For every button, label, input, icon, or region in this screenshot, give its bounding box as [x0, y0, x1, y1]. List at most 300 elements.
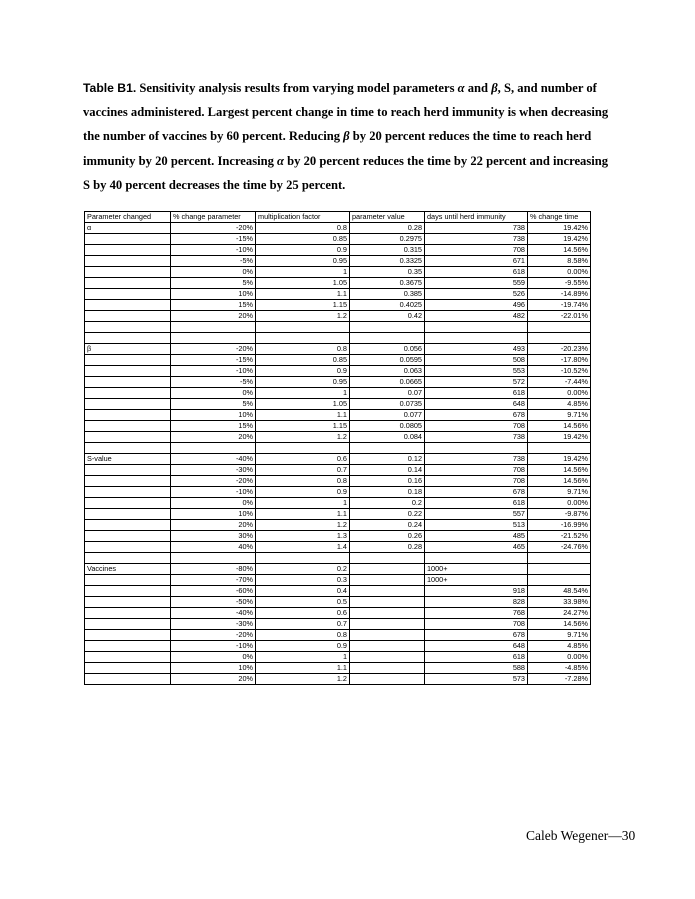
table-cell: 618	[425, 387, 528, 398]
table-row	[85, 267, 591, 278]
table-cell: 0.14	[350, 464, 425, 475]
table-cell: 0.07	[350, 387, 425, 398]
alpha-symbol-2: α	[277, 153, 285, 168]
parameter-cell	[85, 409, 171, 420]
table-cell: 738	[425, 223, 528, 234]
table-row	[85, 651, 591, 662]
table-row	[85, 519, 591, 530]
table-cell: 20%	[171, 431, 256, 442]
table-cell: 4.85%	[528, 640, 591, 651]
table-cell	[350, 673, 425, 684]
table-row	[85, 629, 591, 640]
table-cell: 14.56%	[528, 475, 591, 486]
table-cell: 0.28	[350, 541, 425, 552]
table-row	[85, 662, 591, 673]
column-header: multiplication factor	[256, 212, 350, 223]
table-row	[85, 431, 591, 442]
table-cell: 14.56%	[528, 464, 591, 475]
table-cell: 496	[425, 300, 528, 311]
table-row	[85, 256, 591, 267]
table-row	[85, 223, 591, 234]
table-cell: 0%	[171, 651, 256, 662]
table-cell: 0.077	[350, 409, 425, 420]
table-cell: 0.084	[350, 431, 425, 442]
table-cell: 572	[425, 376, 528, 387]
parameter-cell	[85, 596, 171, 607]
table-cell: 0.315	[350, 245, 425, 256]
table-cell	[425, 552, 528, 563]
parameter-cell	[85, 662, 171, 673]
table-cell: 618	[425, 267, 528, 278]
table-cell: 9.71%	[528, 486, 591, 497]
table-row	[85, 453, 591, 464]
table-cell: 553	[425, 365, 528, 376]
table-cell: -10.52%	[528, 365, 591, 376]
parameter-cell	[85, 530, 171, 541]
parameter-cell	[85, 651, 171, 662]
table-cell: 0.22	[350, 508, 425, 519]
table-cell: 9.71%	[528, 409, 591, 420]
table-cell	[528, 442, 591, 453]
parameter-cell	[85, 376, 171, 387]
table-cell: 678	[425, 629, 528, 640]
table-cell	[350, 596, 425, 607]
table-cell: 0.00%	[528, 387, 591, 398]
beta-symbol-2: β	[343, 129, 350, 144]
table-cell: 0.7	[256, 618, 350, 629]
parameter-cell	[85, 278, 171, 289]
parameter-cell	[85, 475, 171, 486]
caption-text-4: by 20 percent reduces the time by 22 percent and increasing S by 40 percent decreases the time by 25 percent.	[83, 153, 609, 192]
table-header-row	[85, 212, 591, 223]
table-cell: 0%	[171, 387, 256, 398]
table-cell: 573	[425, 673, 528, 684]
parameter-cell	[85, 431, 171, 442]
table-cell: 0.2975	[350, 234, 425, 245]
caption-and: and	[464, 81, 492, 95]
table-cell: 678	[425, 409, 528, 420]
table-cell: 1.2	[256, 431, 350, 442]
parameter-cell	[85, 574, 171, 585]
table-cell: -24.76%	[528, 541, 591, 552]
table-cell	[528, 574, 591, 585]
table-cell: 1.1	[256, 662, 350, 673]
table-row	[85, 530, 591, 541]
table-cell: 10%	[171, 409, 256, 420]
table-cell: 557	[425, 508, 528, 519]
table-cell: -21.52%	[528, 530, 591, 541]
table-row	[85, 311, 591, 322]
table-cell: 24.27%	[528, 607, 591, 618]
parameter-cell	[85, 311, 171, 322]
table-cell: 0.8	[256, 343, 350, 354]
table-cell: -14.89%	[528, 289, 591, 300]
table-cell	[350, 552, 425, 563]
table-cell: 15%	[171, 420, 256, 431]
table-cell: 465	[425, 541, 528, 552]
table-row	[85, 607, 591, 618]
table-cell: -10%	[171, 245, 256, 256]
table-cell: 0.6	[256, 453, 350, 464]
table-cell: 19.42%	[528, 431, 591, 442]
column-header: days until herd immunity	[425, 212, 528, 223]
table-row	[85, 409, 591, 420]
parameter-cell	[85, 552, 171, 563]
table-cell	[171, 442, 256, 453]
table-cell: 0%	[171, 497, 256, 508]
table-cell: 0.28	[350, 223, 425, 234]
table-cell: -20%	[171, 475, 256, 486]
table-cell: 14.56%	[528, 420, 591, 431]
table-cell: -20%	[171, 343, 256, 354]
table-cell	[425, 332, 528, 343]
parameter-cell: Vaccines	[85, 563, 171, 574]
table-cell	[350, 629, 425, 640]
table-cell: 1.15	[256, 420, 350, 431]
table-row	[85, 322, 591, 333]
table-cell: 768	[425, 607, 528, 618]
table-cell: 738	[425, 453, 528, 464]
caption-label: Table B1.	[83, 81, 137, 95]
table-cell: 20%	[171, 673, 256, 684]
table-cell: -30%	[171, 464, 256, 475]
parameter-cell	[85, 289, 171, 300]
table-cell: 678	[425, 486, 528, 497]
table-cell	[350, 662, 425, 673]
table-cell: 0.2	[350, 497, 425, 508]
table-cell: -9.55%	[528, 278, 591, 289]
parameter-cell	[85, 585, 171, 596]
table-cell: -70%	[171, 574, 256, 585]
table-row	[85, 574, 591, 585]
table-cell: 918	[425, 585, 528, 596]
table-cell: 0.0805	[350, 420, 425, 431]
table-row	[85, 278, 591, 289]
table-cell: 513	[425, 519, 528, 530]
table-row	[85, 618, 591, 629]
table-cell: -50%	[171, 596, 256, 607]
table-cell	[350, 332, 425, 343]
table-cell: 10%	[171, 662, 256, 673]
table-cell: 828	[425, 596, 528, 607]
table-row	[85, 673, 591, 684]
table-cell: -30%	[171, 618, 256, 629]
table-cell: 482	[425, 311, 528, 322]
caption-text-3: by 20 percent reduces the time to reach herd immunity by 20 percent. Increasing	[83, 129, 592, 168]
table-cell: 1.1	[256, 409, 350, 420]
parameter-cell	[85, 300, 171, 311]
table-cell: 508	[425, 354, 528, 365]
table-cell: 20%	[171, 311, 256, 322]
table-cell: 1000+	[425, 563, 528, 574]
parameter-cell	[85, 442, 171, 453]
table-row	[85, 289, 591, 300]
table-cell	[256, 332, 350, 343]
table-cell: 526	[425, 289, 528, 300]
table-cell: 1.05	[256, 398, 350, 409]
table-row	[85, 398, 591, 409]
table-cell: 0.8	[256, 475, 350, 486]
table-cell: 485	[425, 530, 528, 541]
table-row	[85, 475, 591, 486]
parameter-cell: β	[85, 343, 171, 354]
table-cell	[350, 442, 425, 453]
table-cell: 0.12	[350, 453, 425, 464]
parameter-cell	[85, 267, 171, 278]
table-caption	[83, 76, 613, 197]
table-cell: -60%	[171, 585, 256, 596]
table-cell: 0.95	[256, 256, 350, 267]
table-cell: 1.2	[256, 311, 350, 322]
table-cell	[171, 322, 256, 333]
table-cell: 0.16	[350, 475, 425, 486]
parameter-cell	[85, 234, 171, 245]
parameter-cell	[85, 365, 171, 376]
table-cell	[425, 442, 528, 453]
table-cell: -7.28%	[528, 673, 591, 684]
table-cell: 4.85%	[528, 398, 591, 409]
table-cell: 5%	[171, 278, 256, 289]
table-cell: 0.9	[256, 640, 350, 651]
table-cell: 0.4025	[350, 300, 425, 311]
table-cell: 0.8	[256, 223, 350, 234]
table-cell: -5%	[171, 376, 256, 387]
table-cell: 1	[256, 267, 350, 278]
table-cell: 0.42	[350, 311, 425, 322]
parameter-cell	[85, 640, 171, 651]
table-cell	[528, 563, 591, 574]
table-body	[85, 223, 591, 685]
parameter-cell: S-value	[85, 453, 171, 464]
table-cell: 738	[425, 431, 528, 442]
table-cell: 0.26	[350, 530, 425, 541]
table-cell: 14.56%	[528, 245, 591, 256]
table-cell: 0.95	[256, 376, 350, 387]
table-cell: -19.74%	[528, 300, 591, 311]
table-cell: 648	[425, 640, 528, 651]
table-cell: 0.9	[256, 245, 350, 256]
parameter-cell	[85, 629, 171, 640]
table-cell: 1.05	[256, 278, 350, 289]
table-cell: 708	[425, 618, 528, 629]
table-cell: 0.056	[350, 343, 425, 354]
table-cell: 20%	[171, 519, 256, 530]
table-cell	[528, 322, 591, 333]
table-cell	[350, 651, 425, 662]
table-cell	[528, 332, 591, 343]
table-cell: -40%	[171, 453, 256, 464]
parameter-cell	[85, 497, 171, 508]
table-row	[85, 354, 591, 365]
table-cell: 0.2	[256, 563, 350, 574]
table-cell: 618	[425, 497, 528, 508]
table-cell: 1.2	[256, 519, 350, 530]
table-cell: 1.15	[256, 300, 350, 311]
table-cell: 19.42%	[528, 223, 591, 234]
table-cell: 0.4	[256, 585, 350, 596]
table-cell: 1000+	[425, 574, 528, 585]
parameter-cell	[85, 398, 171, 409]
parameter-cell	[85, 354, 171, 365]
table-cell: 493	[425, 343, 528, 354]
alpha-symbol: α	[457, 81, 465, 95]
table-cell: 0.3675	[350, 278, 425, 289]
table-cell: 1.4	[256, 541, 350, 552]
table-cell	[256, 322, 350, 333]
table-cell: 0.6	[256, 607, 350, 618]
table-cell: -10%	[171, 365, 256, 376]
table-cell: 0.5	[256, 596, 350, 607]
table-cell: 0.85	[256, 234, 350, 245]
table-row	[85, 486, 591, 497]
table-cell: 0.0665	[350, 376, 425, 387]
parameter-cell	[85, 607, 171, 618]
table-row	[85, 585, 591, 596]
parameter-cell	[85, 256, 171, 267]
table-cell	[256, 552, 350, 563]
table-row	[85, 508, 591, 519]
table-cell: 0.00%	[528, 267, 591, 278]
table-cell	[528, 552, 591, 563]
table-row	[85, 596, 591, 607]
table-row	[85, 343, 591, 354]
table-cell: 0.00%	[528, 651, 591, 662]
table-cell	[425, 322, 528, 333]
table-cell: 9.71%	[528, 629, 591, 640]
table-cell: 0.00%	[528, 497, 591, 508]
table-cell	[350, 585, 425, 596]
parameter-cell	[85, 322, 171, 333]
table-cell: 708	[425, 464, 528, 475]
table-cell: -15%	[171, 354, 256, 365]
table-row	[85, 300, 591, 311]
table-cell: -5%	[171, 256, 256, 267]
table-cell: 0.9	[256, 486, 350, 497]
table-cell: 0.3325	[350, 256, 425, 267]
table-row	[85, 365, 591, 376]
table-row	[85, 552, 591, 563]
table-cell	[350, 574, 425, 585]
parameter-cell	[85, 618, 171, 629]
table-cell: 1.1	[256, 289, 350, 300]
table-cell	[171, 552, 256, 563]
table-cell	[350, 322, 425, 333]
parameter-cell	[85, 508, 171, 519]
table-row	[85, 376, 591, 387]
table-cell: 0.385	[350, 289, 425, 300]
table-cell: -17.80%	[528, 354, 591, 365]
table-row	[85, 464, 591, 475]
table-row	[85, 332, 591, 343]
table-cell: 0.0595	[350, 354, 425, 365]
table-row	[85, 640, 591, 651]
table-cell: 1.2	[256, 673, 350, 684]
table-cell: 14.56%	[528, 618, 591, 629]
table-cell: 19.42%	[528, 234, 591, 245]
table-cell: 0.3	[256, 574, 350, 585]
table-row	[85, 420, 591, 431]
table-cell	[256, 442, 350, 453]
table-row	[85, 497, 591, 508]
table-cell: 0.85	[256, 354, 350, 365]
caption-text-1: Sensitivity analysis results from varying model parameters	[136, 81, 458, 95]
table-cell: -22.01%	[528, 311, 591, 322]
table-cell: 708	[425, 245, 528, 256]
table-cell	[350, 618, 425, 629]
table-cell	[350, 607, 425, 618]
table-cell: 8.58%	[528, 256, 591, 267]
table-cell: 0.8	[256, 629, 350, 640]
table-cell: 0.24	[350, 519, 425, 530]
table-row	[85, 541, 591, 552]
table-cell: -10%	[171, 640, 256, 651]
parameter-cell	[85, 486, 171, 497]
table-cell: 1	[256, 651, 350, 662]
table-cell: 0.0735	[350, 398, 425, 409]
table-cell: -40%	[171, 607, 256, 618]
table-cell: 671	[425, 256, 528, 267]
table-cell: 0.18	[350, 486, 425, 497]
table-cell: 0.7	[256, 464, 350, 475]
table-cell: -80%	[171, 563, 256, 574]
table-cell: 648	[425, 398, 528, 409]
table-cell: 10%	[171, 289, 256, 300]
table-cell	[171, 332, 256, 343]
column-header: % change time	[528, 212, 591, 223]
table-cell: 708	[425, 475, 528, 486]
table-cell: 15%	[171, 300, 256, 311]
table-row	[85, 387, 591, 398]
table-cell: 10%	[171, 508, 256, 519]
column-header: Parameter changed	[85, 212, 171, 223]
table-cell: 33.98%	[528, 596, 591, 607]
table-cell: 1	[256, 387, 350, 398]
sensitivity-table	[84, 211, 591, 685]
table-cell: 0.063	[350, 365, 425, 376]
column-header: % change parameter	[171, 212, 256, 223]
parameter-cell	[85, 673, 171, 684]
parameter-cell	[85, 420, 171, 431]
table-cell: 0.9	[256, 365, 350, 376]
table-cell	[350, 640, 425, 651]
table-cell: 1.1	[256, 508, 350, 519]
caption-text-2: , S, and number of vaccines administered. Largest percent change in time to reach herd immunity is when decreasing the number of vaccines by 60 percent. Reducing	[83, 81, 609, 144]
table-cell: 19.42%	[528, 453, 591, 464]
parameter-cell: α	[85, 223, 171, 234]
table-cell: -15%	[171, 234, 256, 245]
table-row	[85, 234, 591, 245]
table-cell: 30%	[171, 530, 256, 541]
table-cell: -20%	[171, 629, 256, 640]
table-cell	[350, 563, 425, 574]
table-cell: -20%	[171, 223, 256, 234]
table-cell: 40%	[171, 541, 256, 552]
table-cell: -10%	[171, 486, 256, 497]
table-cell: 618	[425, 651, 528, 662]
table-cell: 0%	[171, 267, 256, 278]
table-cell: -4.85%	[528, 662, 591, 673]
beta-symbol: β	[491, 81, 498, 95]
table-cell: 738	[425, 234, 528, 245]
parameter-cell	[85, 464, 171, 475]
table-cell: 588	[425, 662, 528, 673]
table-cell: 1	[256, 497, 350, 508]
parameter-cell	[85, 387, 171, 398]
table-row	[85, 563, 591, 574]
table-cell: 559	[425, 278, 528, 289]
table-cell: 5%	[171, 398, 256, 409]
page-footer: Caleb Wegener—30	[526, 828, 636, 843]
